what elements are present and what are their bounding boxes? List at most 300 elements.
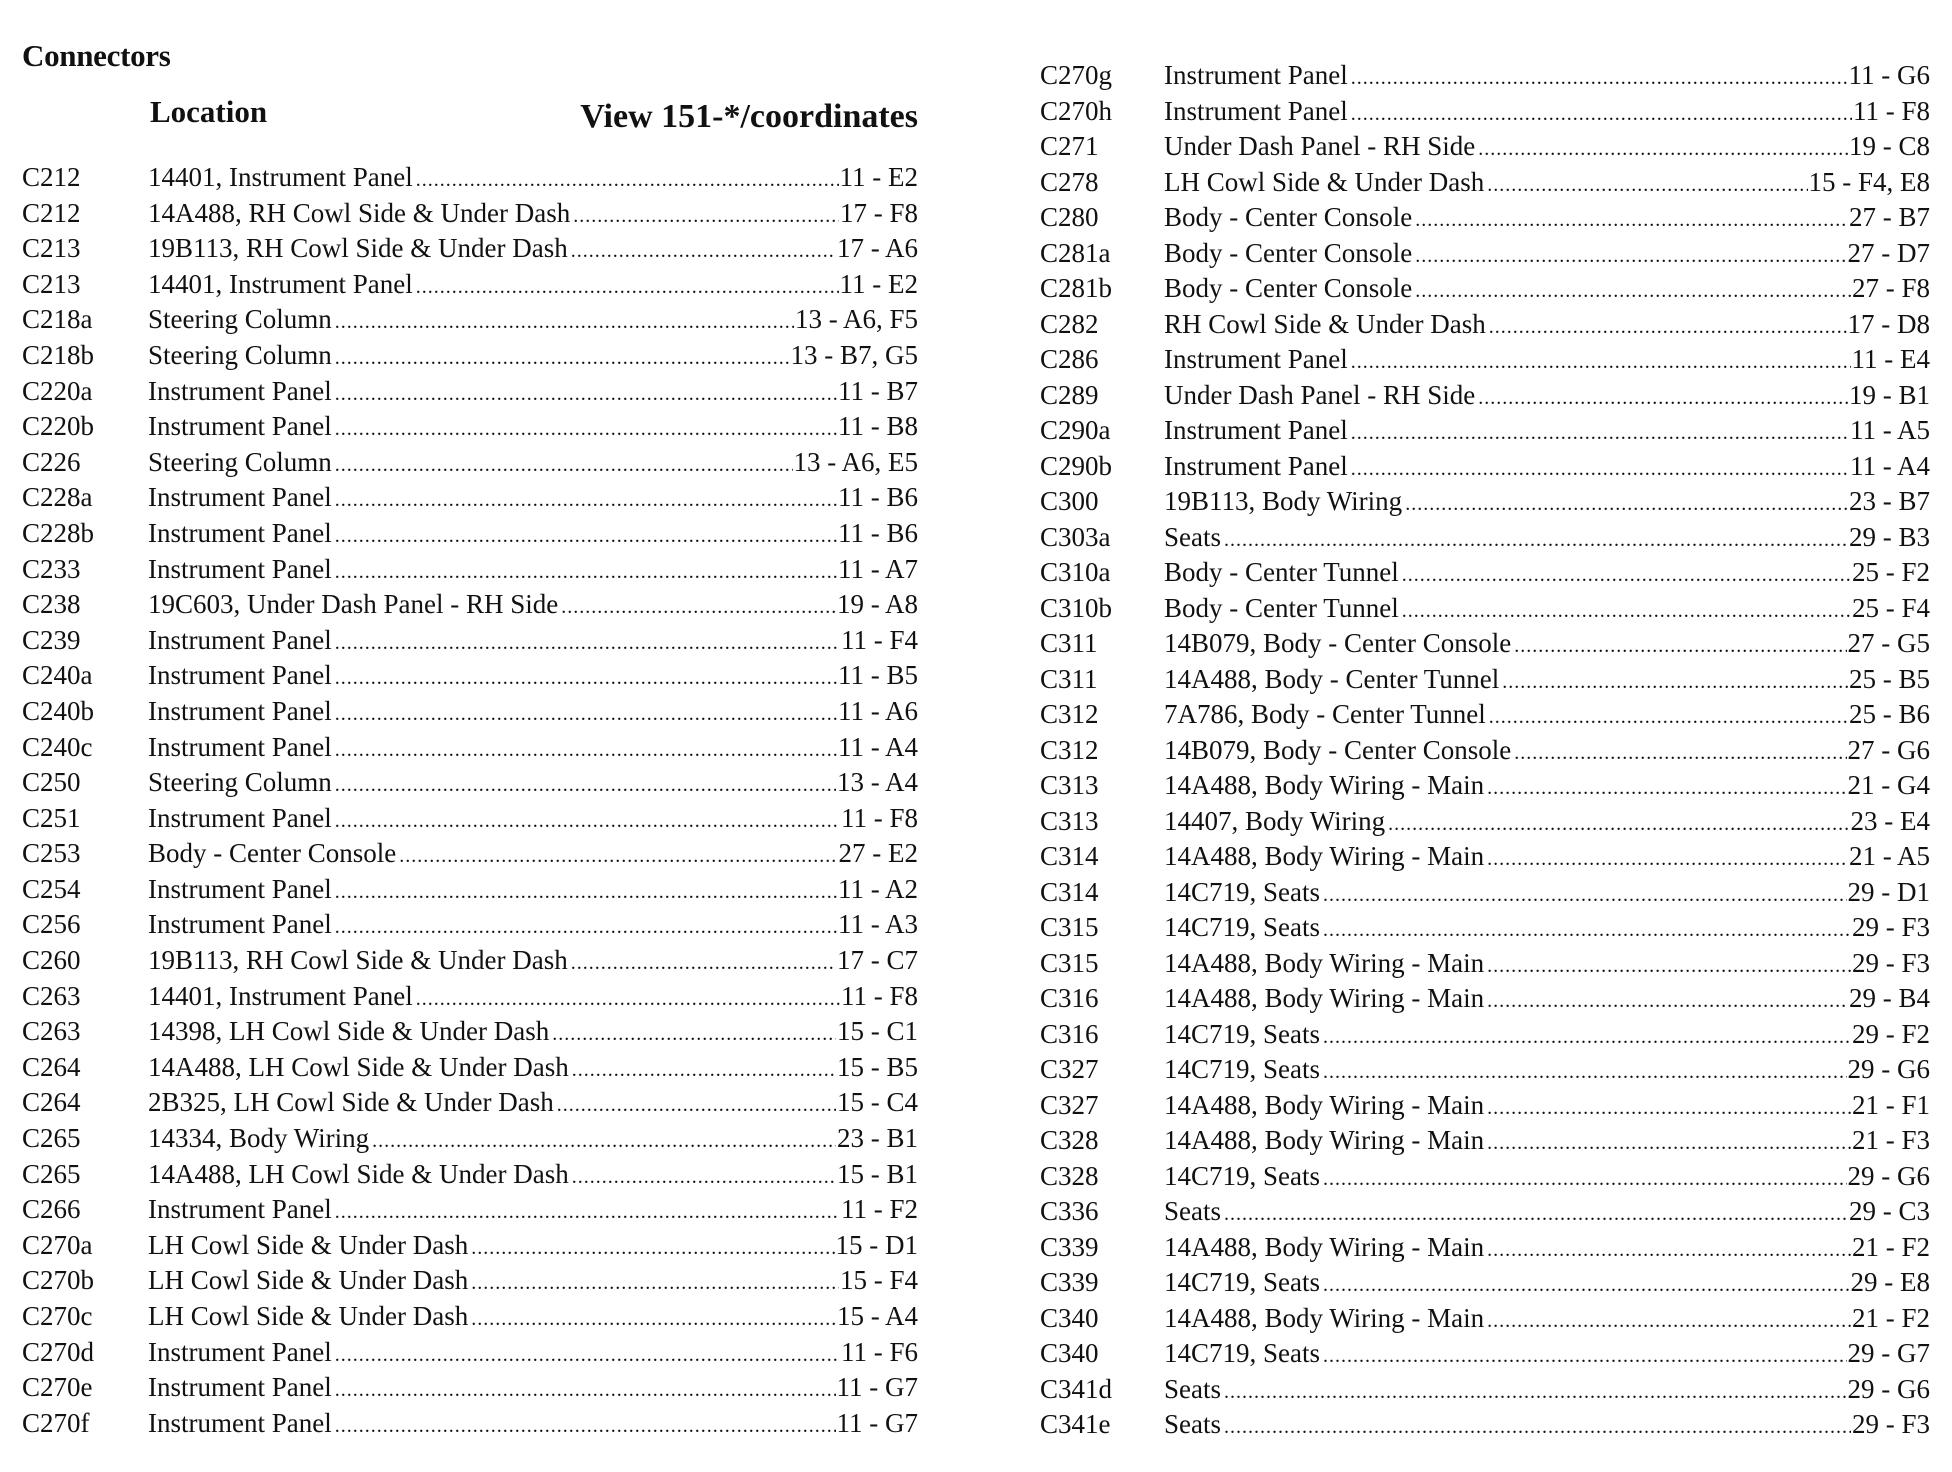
connector-row: [22, 1406, 918, 1442]
dot-leader: [1489, 310, 1847, 346]
connector-view-coordinates: 29 - F2: [1851, 1018, 1930, 1049]
connector-row: [1040, 626, 1930, 662]
connector-row: [1040, 1159, 1930, 1195]
connector-code: C280: [1040, 202, 1099, 232]
connector-row: [22, 374, 918, 410]
connector-location: Steering Column: [148, 339, 332, 370]
connector-row: [22, 1050, 918, 1086]
connector-location: 14A488, LH Cowl Side & Under Dash: [148, 1051, 569, 1082]
view-column-header: View 151-*/coordinates: [580, 98, 918, 135]
connector-view-coordinates: 27 - G5: [1847, 628, 1930, 658]
connector-view-coordinates: 29 - G6: [1847, 1160, 1930, 1191]
connector-code: C327: [1040, 1089, 1099, 1120]
dot-leader: [1478, 132, 1848, 168]
connector-row: [22, 1335, 918, 1371]
connector-location: Steering Column: [148, 304, 332, 335]
connector-view-coordinates: 15 - F4: [839, 1265, 918, 1296]
dot-leader: [1351, 416, 1849, 452]
connector-row: [22, 1263, 918, 1299]
dot-leader: [1224, 1375, 1847, 1411]
connector-row: [1040, 1407, 1930, 1443]
connector-row: [22, 338, 918, 374]
connector-view-coordinates: 11 - B8: [838, 411, 918, 442]
connector-code: C328: [1040, 1125, 1099, 1155]
connector-location: 19B113, Body Wiring: [1164, 486, 1403, 516]
connector-view-coordinates: 23 - B1: [837, 1123, 918, 1154]
connector-code: C264: [22, 1051, 81, 1082]
connector-row: [1040, 946, 1930, 982]
connector-code: C213: [22, 233, 81, 264]
dot-leader: [335, 768, 836, 804]
dot-leader: [335, 305, 794, 341]
dot-leader: [1323, 1162, 1846, 1198]
dot-leader: [335, 341, 790, 377]
connector-location: Instrument Panel: [148, 624, 332, 655]
connector-code: C226: [22, 446, 81, 477]
dot-leader: [335, 661, 837, 697]
connector-row: [1040, 484, 1930, 520]
dot-leader: [335, 875, 837, 911]
connector-row: [1040, 768, 1930, 804]
connector-code: C240c: [22, 731, 93, 762]
connector-row: [22, 623, 918, 659]
connector-view-coordinates: 29 - G7: [1847, 1338, 1930, 1368]
dot-leader: [1415, 274, 1851, 310]
dot-leader: [1402, 558, 1851, 594]
connector-view-coordinates: 11 - F6: [840, 1336, 918, 1367]
connector-location: 14A488, LH Cowl Side & Under Dash: [148, 1158, 569, 1189]
connector-view-coordinates: 19 - A8: [837, 589, 918, 620]
connector-location: Body - Center Tunnel: [1164, 592, 1399, 623]
connector-view-coordinates: 11 - F8: [1852, 95, 1930, 126]
connector-row: [1040, 94, 1930, 130]
connector-row: [22, 1228, 918, 1264]
connector-location: 14C719, Seats: [1164, 1338, 1321, 1368]
connector-code: C278: [1040, 166, 1099, 197]
connector-view-coordinates: 11 - B7: [838, 375, 918, 406]
connector-code: C313: [1040, 770, 1099, 800]
connector-location: Under Dash Panel - RH Side: [1164, 131, 1476, 161]
connector-code: C263: [22, 980, 81, 1011]
connector-view-coordinates: 11 - E2: [839, 162, 918, 192]
connector-row: [1040, 1123, 1930, 1159]
connector-row: [1040, 910, 1930, 946]
connector-row: [1040, 697, 1930, 733]
dot-leader: [1351, 61, 1848, 97]
connector-code: C316: [1040, 1018, 1099, 1049]
connector-row: [22, 1014, 918, 1050]
connector-view-coordinates: 11 - A2: [838, 873, 918, 904]
connector-row: [1040, 307, 1930, 343]
dot-leader: [335, 483, 837, 519]
connector-row: [1040, 200, 1930, 236]
connector-code: C315: [1040, 947, 1099, 978]
connector-row: [22, 480, 918, 516]
connector-row: [22, 765, 918, 801]
connector-view-coordinates: 11 - A3: [838, 909, 918, 940]
connector-view-coordinates: 29 - F3: [1851, 947, 1930, 978]
connector-location: Body - Center Console: [1164, 202, 1413, 232]
connector-row: [22, 267, 918, 303]
connector-location: Instrument Panel: [148, 695, 332, 726]
connector-view-coordinates: 25 - B6: [1849, 699, 1930, 729]
connector-row: [1040, 378, 1930, 414]
connector-code: C250: [22, 767, 81, 798]
connector-location: 14C719, Seats: [1164, 912, 1321, 942]
dot-leader: [416, 163, 839, 199]
connector-view-coordinates: 21 - A5: [1849, 841, 1930, 871]
dot-leader: [1487, 1091, 1851, 1127]
dot-leader: [552, 1017, 836, 1053]
connector-view-coordinates: 23 - E4: [1850, 805, 1930, 836]
connector-location: 14B079, Body - Center Console: [1164, 734, 1512, 765]
dot-leader: [1388, 807, 1849, 843]
connector-row: [1040, 449, 1930, 485]
section-title: Connectors: [22, 38, 171, 73]
dot-leader: [1487, 1126, 1851, 1162]
connector-row: [22, 907, 918, 943]
connector-location: LH Cowl Side & Under Dash: [148, 1301, 469, 1331]
connector-code: C341d: [1040, 1373, 1113, 1404]
connector-row: [1040, 733, 1930, 769]
connector-row: [1040, 662, 1930, 698]
connector-location: 14334, Body Wiring: [148, 1123, 370, 1154]
connector-code: C282: [1040, 308, 1099, 339]
connector-view-coordinates: 29 - G6: [1847, 1054, 1930, 1084]
dot-leader: [335, 448, 793, 484]
connector-code: C328: [1040, 1160, 1099, 1191]
connector-code: C311: [1040, 628, 1098, 658]
connector-row: [22, 587, 918, 623]
connector-view-coordinates: 11 - E2: [839, 268, 918, 299]
connector-location: Instrument Panel: [1164, 95, 1348, 126]
connector-view-coordinates: 11 - B6: [838, 517, 918, 548]
dot-leader: [557, 1088, 836, 1124]
connector-view-coordinates: 11 - A5: [1850, 415, 1930, 445]
connector-row: [1040, 1301, 1930, 1337]
connector-view-coordinates: 27 - B7: [1849, 202, 1930, 232]
connector-row: [1040, 1052, 1930, 1088]
connector-code: C271: [1040, 131, 1099, 161]
connector-row: [22, 872, 918, 908]
dot-leader: [1351, 345, 1851, 381]
connector-row: [22, 694, 918, 730]
dot-leader: [1351, 452, 1849, 488]
connector-code: C270d: [22, 1336, 95, 1367]
connector-view-coordinates: 11 - G7: [836, 1372, 918, 1403]
connector-location: 14A488, Body Wiring - Main: [1164, 983, 1485, 1013]
dot-leader: [1489, 700, 1848, 736]
connector-code: C340: [1040, 1338, 1099, 1368]
connector-code: C263: [22, 1016, 81, 1047]
dot-leader: [335, 1409, 836, 1445]
dot-leader: [1323, 913, 1851, 949]
connector-view-coordinates: 25 - F2: [1851, 557, 1930, 587]
connector-location: Instrument Panel: [148, 1407, 332, 1438]
dot-leader: [1487, 1304, 1851, 1340]
connector-code: C270a: [22, 1229, 93, 1260]
dot-leader: [1415, 239, 1846, 275]
dot-leader: [1415, 203, 1848, 239]
connector-code: C310b: [1040, 592, 1113, 623]
connector-location: Under Dash Panel - RH Side: [1164, 379, 1476, 410]
dot-leader: [372, 1124, 836, 1160]
connector-view-coordinates: 11 - B5: [838, 660, 918, 691]
dot-leader: [1323, 1055, 1846, 1091]
connector-row: [22, 730, 918, 766]
connector-code: C341e: [1040, 1409, 1111, 1439]
connector-row: [22, 1157, 918, 1193]
dot-leader: [561, 590, 836, 626]
connector-code: C256: [22, 909, 81, 940]
location-column-header: Location: [150, 94, 268, 129]
connector-row: [1040, 981, 1930, 1017]
connector-location: Instrument Panel: [148, 660, 332, 691]
connector-code: C233: [22, 553, 81, 584]
connector-location: Instrument Panel: [1164, 344, 1348, 374]
connector-code: C228a: [22, 482, 93, 513]
connector-location: 14401, Instrument Panel: [148, 980, 413, 1011]
connector-view-coordinates: 29 - F3: [1851, 912, 1930, 942]
connector-code: C212: [22, 197, 81, 228]
connector-row: [1040, 58, 1930, 94]
connector-location: Instrument Panel: [1164, 60, 1348, 90]
dot-leader: [416, 270, 839, 306]
dot-leader: [471, 1266, 839, 1302]
dot-leader: [1487, 842, 1848, 878]
connector-view-coordinates: 11 - A4: [838, 731, 918, 762]
connector-row: [22, 979, 918, 1015]
connector-location: 14C719, Seats: [1164, 1018, 1321, 1049]
connector-row: [1040, 236, 1930, 272]
connector-code: C314: [1040, 841, 1099, 871]
connector-location: 14C719, Seats: [1164, 1160, 1321, 1191]
connector-code: C239: [22, 624, 81, 655]
connector-view-coordinates: 17 - C7: [837, 945, 918, 976]
left-connector-list: [22, 160, 918, 1441]
connector-location: 14C719, Seats: [1164, 876, 1321, 907]
connector-code: C270e: [22, 1372, 93, 1403]
connector-view-coordinates: 27 - D7: [1847, 237, 1930, 268]
dot-leader: [471, 1302, 836, 1338]
dot-leader: [335, 377, 837, 413]
dot-leader: [335, 1338, 840, 1374]
connector-code: C220b: [22, 411, 95, 442]
connector-code: C312: [1040, 699, 1099, 729]
connector-view-coordinates: 13 - A6, E5: [793, 446, 918, 477]
connector-code: C212: [22, 162, 81, 192]
connector-view-coordinates: 27 - G6: [1847, 734, 1930, 765]
connector-location: 14A488, Body Wiring - Main: [1164, 1089, 1485, 1120]
dot-leader: [1224, 1410, 1851, 1446]
connector-row: [22, 160, 918, 196]
connector-row: [22, 658, 918, 694]
connector-row: [22, 552, 918, 588]
dot-leader: [1514, 736, 1846, 772]
connector-location: Steering Column: [148, 767, 332, 798]
connector-location: Instrument Panel: [148, 802, 332, 833]
connector-view-coordinates: 15 - A4: [837, 1301, 918, 1331]
connector-code: C253: [22, 838, 81, 869]
connector-row: [22, 1085, 918, 1121]
connector-row: [22, 231, 918, 267]
connector-view-coordinates: 19 - B1: [1849, 379, 1930, 410]
connector-location: Instrument Panel: [148, 1372, 332, 1403]
connector-view-coordinates: 15 - D1: [835, 1229, 918, 1260]
connector-row: [22, 1299, 918, 1335]
dot-leader: [1224, 1197, 1848, 1233]
connector-view-coordinates: 15 - F4, E8: [1808, 166, 1930, 197]
connector-location: 14C719, Seats: [1164, 1267, 1321, 1297]
connector-view-coordinates: 11 - A4: [1850, 450, 1930, 481]
connector-row: [1040, 591, 1930, 627]
connector-location: 14401, Instrument Panel: [148, 268, 413, 299]
dot-leader: [335, 804, 840, 840]
connector-view-coordinates: 25 - B5: [1849, 663, 1930, 694]
connector-code: C327: [1040, 1054, 1099, 1084]
connector-code: C218a: [22, 304, 93, 335]
connector-location: Instrument Panel: [1164, 450, 1348, 481]
connector-location: Seats: [1164, 1409, 1221, 1439]
connector-code: C315: [1040, 912, 1099, 942]
connector-location: 7A786, Body - Center Tunnel: [1164, 699, 1486, 729]
connector-view-coordinates: 15 - C4: [837, 1087, 918, 1118]
connector-row: [1040, 1336, 1930, 1372]
connector-row: [22, 1121, 918, 1157]
connector-code: C251: [22, 802, 81, 833]
connector-view-coordinates: 21 - F2: [1851, 1302, 1930, 1333]
connector-location: 19C603, Under Dash Panel - RH Side: [148, 589, 559, 620]
dot-leader: [1478, 381, 1848, 417]
dot-leader: [335, 412, 837, 448]
connector-row: [1040, 804, 1930, 840]
dot-leader: [1323, 878, 1846, 914]
dot-leader: [335, 626, 840, 662]
connector-view-coordinates: 25 - F4: [1851, 592, 1930, 623]
dot-leader: [1487, 168, 1807, 204]
connector-row: [22, 302, 918, 338]
connector-location: 14398, LH Cowl Side & Under Dash: [148, 1016, 550, 1047]
connector-code: C281b: [1040, 273, 1113, 303]
dot-leader: [1487, 1233, 1851, 1269]
dot-leader: [572, 1053, 836, 1089]
connector-view-coordinates: 11 - F8: [840, 980, 918, 1011]
connector-code: C290a: [1040, 415, 1111, 445]
dot-leader: [399, 839, 837, 875]
connector-code: C270g: [1040, 60, 1113, 90]
connector-code: C290b: [1040, 450, 1113, 481]
connector-row: [1040, 165, 1930, 201]
connector-code: C313: [1040, 805, 1099, 836]
connector-row: [1040, 839, 1930, 875]
connector-row: [1040, 1194, 1930, 1230]
connector-location: 14407, Body Wiring: [1164, 805, 1386, 836]
connector-code: C240a: [22, 660, 93, 691]
connector-row: [1040, 875, 1930, 911]
connector-row: [1040, 1372, 1930, 1408]
connector-location: 19B113, RH Cowl Side & Under Dash: [148, 233, 568, 264]
connector-code: C289: [1040, 379, 1099, 410]
connector-view-coordinates: 21 - F2: [1851, 1231, 1930, 1262]
dot-leader: [1405, 487, 1848, 523]
connector-location: LH Cowl Side & Under Dash: [148, 1229, 469, 1260]
connector-code: C238: [22, 589, 81, 620]
dot-leader: [1323, 1020, 1851, 1056]
connector-code: C303a: [1040, 521, 1111, 552]
connector-location: Instrument Panel: [148, 731, 332, 762]
connector-view-coordinates: 29 - C3: [1849, 1196, 1930, 1226]
connector-code: C254: [22, 873, 81, 904]
connector-code: C270f: [22, 1407, 90, 1438]
connector-location: Seats: [1164, 521, 1221, 552]
connector-row: [22, 836, 918, 872]
connector-location: Instrument Panel: [148, 873, 332, 904]
dot-leader: [1502, 665, 1848, 701]
connector-location: 14A488, Body Wiring - Main: [1164, 770, 1485, 800]
dot-leader: [1487, 984, 1848, 1020]
connector-row: [22, 1370, 918, 1406]
connector-code: C311: [1040, 663, 1098, 694]
connector-row: [22, 409, 918, 445]
connector-view-coordinates: 21 - G4: [1847, 770, 1930, 800]
connector-row: [1040, 520, 1930, 556]
connector-view-coordinates: 29 - F3: [1851, 1409, 1930, 1439]
connector-code: C240b: [22, 695, 95, 726]
connector-view-coordinates: 17 - D8: [1847, 308, 1930, 339]
connector-view-coordinates: 11 - G7: [836, 1407, 918, 1438]
connector-view-coordinates: 11 - G6: [1848, 60, 1930, 90]
dot-leader: [1514, 629, 1846, 665]
connector-location: RH Cowl Side & Under Dash: [1164, 308, 1486, 339]
connector-location: 2B325, LH Cowl Side & Under Dash: [148, 1087, 554, 1118]
connector-view-coordinates: 13 - A4: [837, 767, 918, 798]
connector-code: C270b: [22, 1265, 95, 1296]
connector-view-coordinates: 11 - F4: [840, 624, 918, 655]
connector-row: [22, 196, 918, 232]
connector-code: C281a: [1040, 237, 1111, 268]
connector-view-coordinates: 29 - E8: [1850, 1267, 1930, 1297]
connector-view-coordinates: 29 - D1: [1847, 876, 1930, 907]
connector-view-coordinates: 13 - B7, G5: [790, 339, 918, 370]
connector-location: LH Cowl Side & Under Dash: [148, 1265, 469, 1296]
connector-view-coordinates: 29 - B4: [1849, 983, 1930, 1013]
connector-view-coordinates: 11 - E4: [1851, 344, 1930, 374]
connector-location: Instrument Panel: [148, 909, 332, 940]
dot-leader: [1487, 771, 1846, 807]
connector-location: Instrument Panel: [148, 553, 332, 584]
connector-view-coordinates: 29 - B3: [1849, 521, 1930, 552]
connector-location: Body - Center Console: [148, 838, 397, 869]
connector-location: Instrument Panel: [148, 517, 332, 548]
connector-location: Instrument Panel: [148, 482, 332, 513]
connector-code: C218b: [22, 339, 95, 370]
connector-location: 14A488, Body Wiring - Main: [1164, 1125, 1485, 1155]
dot-leader: [335, 555, 837, 591]
connector-location: Body - Center Console: [1164, 237, 1413, 268]
dot-leader: [1224, 523, 1848, 559]
connector-code: C220a: [22, 375, 93, 406]
connector-location: 14401, Instrument Panel: [148, 162, 413, 192]
dot-leader: [335, 733, 837, 769]
connector-code: C260: [22, 945, 81, 976]
dot-leader: [571, 946, 836, 982]
connector-row: [22, 1192, 918, 1228]
dot-leader: [571, 234, 836, 270]
connector-view-coordinates: 27 - F8: [1851, 273, 1930, 303]
connector-view-coordinates: 15 - B5: [837, 1051, 918, 1082]
connector-view-coordinates: 17 - A6: [837, 233, 918, 264]
connector-view-coordinates: 11 - F8: [840, 802, 918, 833]
